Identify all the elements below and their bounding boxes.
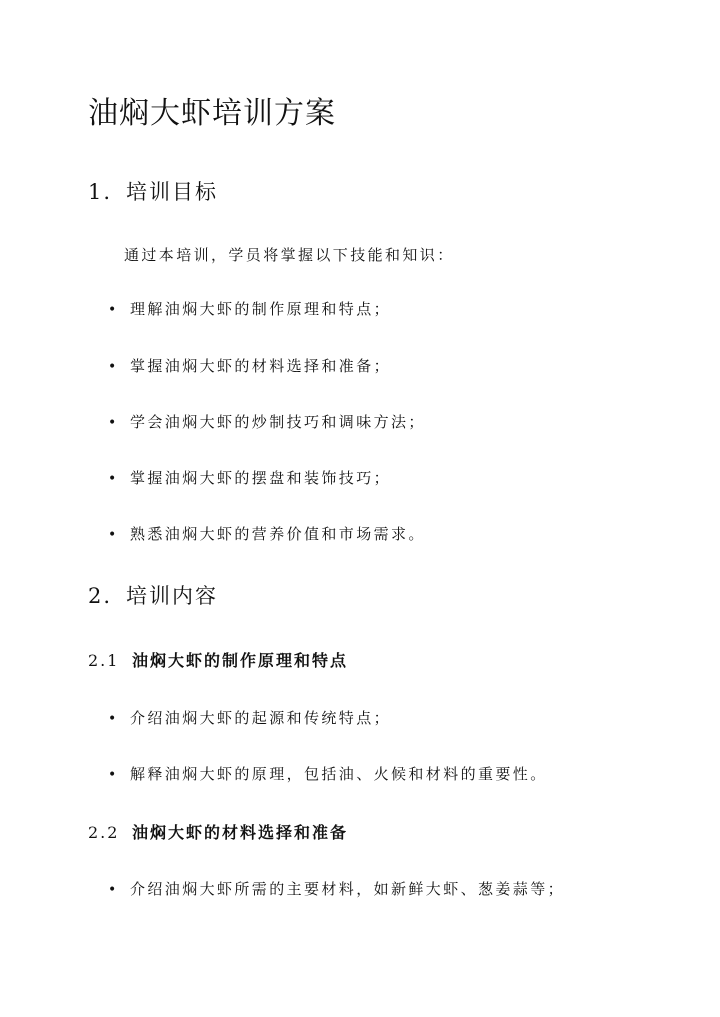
list-item bbox=[108, 411, 426, 432]
subsection-title: 油焖大虾的制作原理和特点 bbox=[132, 651, 349, 670]
subsection-number: 2.1 bbox=[88, 651, 120, 670]
subsection-title: 油焖大虾的材料选择和准备 bbox=[132, 823, 349, 842]
list-item-text: 学会油焖大虾的炒制技巧和调味方法； bbox=[130, 413, 426, 431]
subsection-heading-2-2 bbox=[88, 820, 348, 843]
bullet-icon: • bbox=[108, 471, 117, 487]
subsection-heading-2-1 bbox=[88, 648, 348, 671]
bullet-icon: • bbox=[108, 359, 117, 375]
document-title: 油焖大虾培训方案 bbox=[88, 96, 336, 131]
bullet-icon: • bbox=[108, 711, 117, 727]
section-number: 1. bbox=[88, 180, 113, 204]
list-item bbox=[108, 467, 391, 488]
list-item bbox=[108, 707, 391, 728]
section-title: 培训内容 bbox=[126, 584, 218, 608]
list-item-text: 介绍油焖大虾的起源和传统特点； bbox=[130, 709, 392, 727]
subsection-number: 2.2 bbox=[88, 823, 120, 842]
list-item bbox=[108, 878, 565, 899]
bullet-icon: • bbox=[108, 302, 117, 318]
bullet-icon: • bbox=[108, 415, 117, 431]
bullet-icon: • bbox=[108, 882, 117, 898]
section-heading-1 bbox=[88, 176, 218, 206]
list-item-text: 掌握油焖大虾的摆盘和装饰技巧； bbox=[130, 469, 392, 487]
section-intro: 通过本培训，学员将掌握以下技能和知识： bbox=[124, 246, 455, 264]
list-item-text: 熟悉油焖大虾的营养价值和市场需求。 bbox=[130, 525, 426, 543]
list-item bbox=[108, 523, 426, 544]
bullet-icon: • bbox=[108, 527, 117, 543]
list-item-text: 掌握油焖大虾的材料选择和准备； bbox=[130, 357, 392, 375]
section-number: 2. bbox=[88, 584, 113, 608]
list-item bbox=[108, 763, 548, 784]
list-item-text: 理解油焖大虾的制作原理和特点； bbox=[130, 300, 392, 318]
section-heading-2 bbox=[88, 580, 218, 610]
list-item-text: 介绍油焖大虾所需的主要材料，如新鲜大虾、葱姜蒜等； bbox=[130, 880, 566, 898]
section-title: 培训目标 bbox=[126, 180, 218, 204]
list-item bbox=[108, 298, 391, 319]
bullet-icon: • bbox=[108, 767, 117, 783]
list-item-text: 解释油焖大虾的原理，包括油、火候和材料的重要性。 bbox=[130, 765, 548, 783]
list-item bbox=[108, 355, 391, 376]
